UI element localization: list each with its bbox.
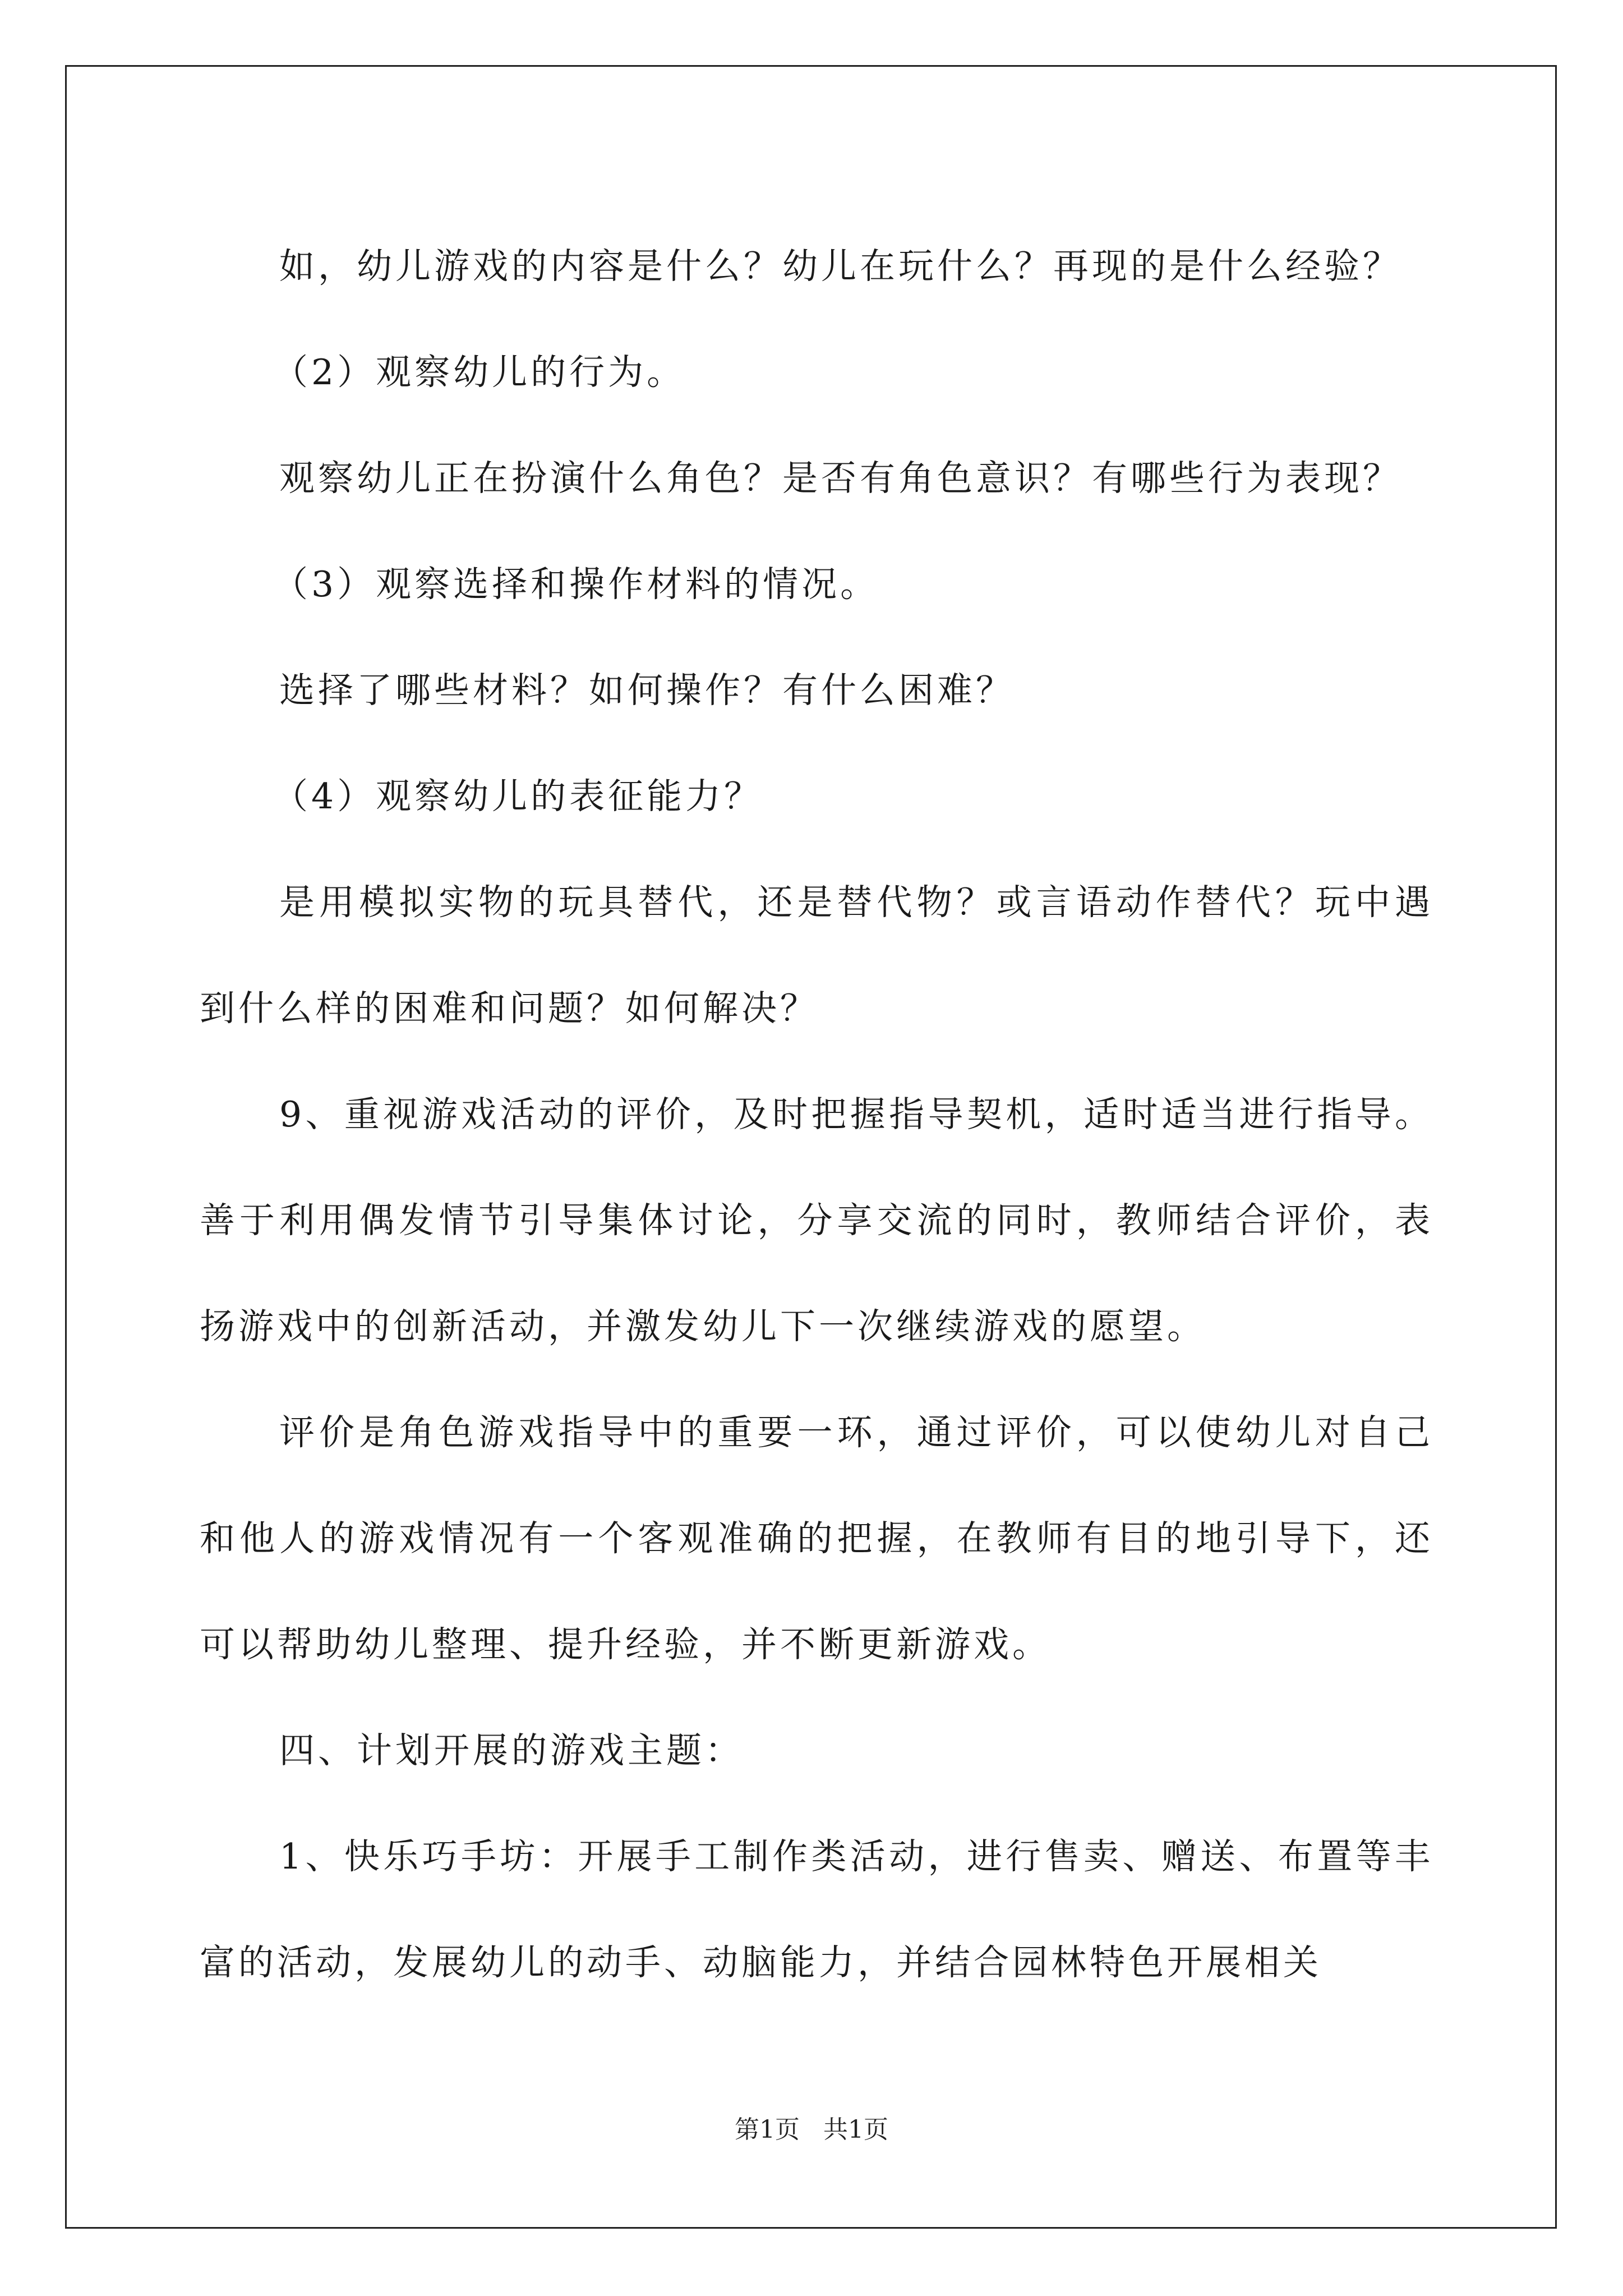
paragraph: 1、快乐巧手坊：开展手工制作类活动，进行售卖、赠送、布置等丰富的活动，发展幼儿的动手、动脑能力，并结合园林特色开展相关 — [200, 1836, 1433, 1983]
page-total: 共1页 — [823, 2115, 888, 2144]
page-number: 第1页 — [735, 2115, 800, 2144]
paragraph: 四、计划开展的游戏主题： — [279, 1730, 744, 1771]
page-footer — [0, 2109, 1623, 2145]
paragraph: 观察幼儿正在扮演什么角色？是否有角色意识？有哪些行为表现？ — [279, 458, 1401, 499]
paragraph: 如，幼儿游戏的内容是什么？幼儿在玩什么？再现的是什么经验？ — [279, 246, 1401, 287]
paragraph: 选择了哪些材料？如何操作？有什么困难？ — [279, 670, 1015, 711]
paragraph: 评价是角色游戏指导中的重要一环，通过评价，可以使幼儿对自己和他人的游戏情况有一个客观准确的把握，在教师有目的地引导下，还可以帮助幼儿整理、提升经验，并不断更新游戏。 — [200, 1412, 1433, 1665]
paragraph: （2）观察幼儿的行为。 — [273, 352, 686, 393]
paragraph: 9、重视游戏活动的评价，及时把握指导契机，适时适当进行指导。善于利用偶发情节引导集体讨论，分享交流的同时，教师结合评价，表扬游戏中的创新活动，并激发幼儿下一次继续游戏的愿望。 — [200, 1094, 1433, 1347]
paragraph: 是用模拟实物的玩具替代，还是替代物？或言语动作替代？玩中遇到什么样的困难和问题？如何解决？ — [200, 882, 1433, 1029]
paragraph: （3）观察选择和操作材料的情况。 — [273, 564, 879, 605]
paragraph: （4）观察幼儿的表征能力？ — [273, 776, 763, 817]
document-body — [200, 213, 1433, 2016]
